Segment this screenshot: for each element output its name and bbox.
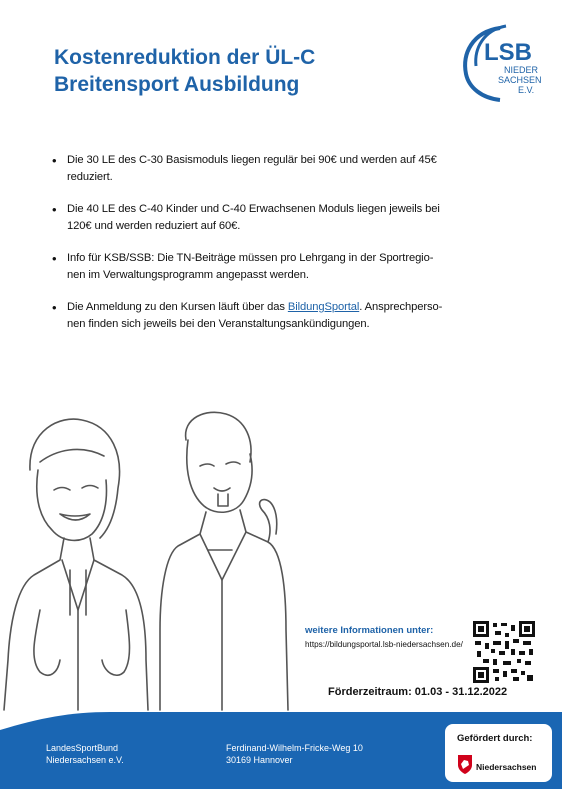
logo-line-3: E.V.	[518, 85, 535, 95]
sponsor-label: Gefördert durch:	[457, 733, 533, 744]
page-title	[54, 44, 315, 98]
woman-figure	[4, 419, 148, 710]
bullet-item: • Die 40 LE des C-40 Kinder und C-40 Erwachsenen Moduls liegen jeweils bei 120€ und werden reduziert auf 60€.	[52, 201, 462, 235]
footer-organization: LandesSportBund Niedersachsen e.V.	[46, 743, 124, 765]
qr-code[interactable]	[473, 621, 535, 683]
logo-abbr: LSB	[484, 39, 532, 66]
title-line-2: Breitensport Ausbildung	[54, 73, 300, 96]
bildungsportal-link[interactable]: BildungSportal	[287, 301, 360, 313]
bullet-item: • Die 30 LE des C-30 Basismoduls liegen regulär bei 90€ und werden auf 45€ reduziert.	[52, 152, 462, 186]
bullet-item: • Info für KSB/SSB: Die TN-Beiträge müssen pro Lehrgang in der Sportregio- nen im Verwaltungsprogramm angepasst werden.	[52, 250, 462, 284]
man-figure	[160, 412, 288, 710]
footer-address: Ferdinand-Wilhelm-Fricke-Weg 10 30169 Hannover	[226, 743, 363, 765]
lsb-logo	[460, 22, 552, 102]
logo-line-1: NIEDER	[504, 65, 539, 75]
info-bullet-list	[52, 152, 462, 348]
more-info-heading: weitere Informationen unter:	[305, 625, 434, 636]
title-line-1: Kostenreduktion der ÜL-C	[54, 46, 316, 69]
bullet-item: • Die Anmeldung zu den Kursen läuft über das BildungSportal. Ansprechperso- nen finden sich jeweils bei den Veranstaltungsankündigungen.	[52, 299, 462, 333]
logo-line-2: SACHSEN	[498, 75, 542, 85]
funding-period: Förderzeitraum: 01.03 - 31.12.2022	[328, 686, 508, 698]
more-info-url[interactable]: https://bildungsportal.lsb-niedersachsen.de/	[305, 640, 463, 649]
sponsor-name: Niedersachsen	[476, 762, 537, 772]
illustration-two-people	[0, 410, 330, 740]
